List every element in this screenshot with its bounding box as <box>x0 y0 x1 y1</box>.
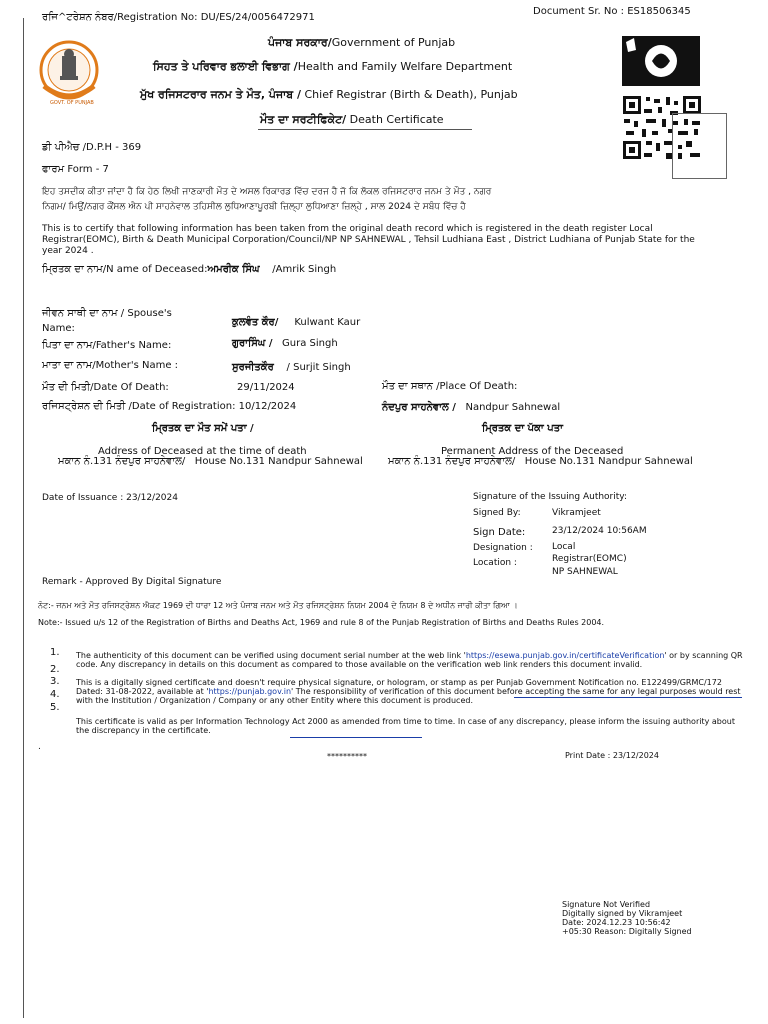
father-name: ਗੁਰਾਸਿੰਘ / Gura Singh <box>232 338 338 349</box>
signature-not-verified: Signature Not Verified <box>562 900 651 909</box>
qr-frame <box>672 113 727 179</box>
intro-english: This is to certify that following information has been taken from the original death record which is registered in the death register Local Registrar(EOMC), Birth & Death Municipal Corporation/Council/NP NP SAHNEWAL , Tehsil Ludhiana East , District Ludhiana of Punjab State for the year 2024 . <box>42 224 695 256</box>
death-address-heading-pa: ਮ੍ਰਿਤਕ ਦਾ ਮੌਤ ਸਮੇਂ ਪਤਾ / <box>152 423 254 434</box>
place-of-death-value: ਨੰਦਪੁਰ ਸਾਹਨੇਵਾਲ / Nandpur Sahnewal <box>382 402 561 413</box>
intro-punjabi-line1: ਇਹ ਤਸਦੀਕ ਕੀਤਾ ਜਾਂਦਾ ਹੈ ਕਿ ਹੇਠ ਲਿਖੀ ਜਾਣਕਾਰੀ ਮੌਤ ਦੇ ਅਸਲ ਰਿਕਾਰਡ ਵਿੱਚ ਦਰਜ ਹੈ ਜੋ ਕਿ ਲੋਕਲ ਰਜਿਸਟਰਾਰ ਜਨਮ ਤੇ ਮੌਤ , ਨਗਰ <box>42 187 492 197</box>
intro-punjabi-line2: ਨਿਗਮ/ ਮਿਉਂ/ਨਗਰ ਕੌਂਸਲ ਐਨ ਪੀ ਸਾਹਨੇਵਾਲ ਤਹਿਸੀਲ ਲੁਧਿਆਣਾਪੂਰਬੀ ਜ਼ਿਲ੍ਹਾ ਲੁਧਿਆਣਾ ਜ਼ਿਲ੍ਹੇ , ਸਾਲ 2024 ਦੇ ਸਬੰਧ ਵਿੱਚ ਹੈ <box>42 202 466 212</box>
form-number: ਫਾਰਮ Form - 7 <box>42 164 109 175</box>
father-label: ਪਿਤਾ ਦਾ ਨਾਮ/Father's Name: <box>42 340 172 351</box>
print-date: Print Date : 23/12/2024 <box>565 751 659 760</box>
perm-address-heading-en: Permanent Address of the Deceased <box>441 446 624 457</box>
signature-reason: +05:30 Reason: Digitally Signed <box>562 927 692 936</box>
esewa-logo-icon <box>622 36 700 86</box>
death-address-heading-en: Address of Deceased at the time of death <box>98 446 307 457</box>
signed-by-value: Vikramjeet <box>552 508 601 518</box>
punjab-gov-link[interactable]: https://punjab.gov.in <box>208 687 292 696</box>
certificate-title: ਮੌਤ ਦਾ ਸਰਟੀਫਿਕੇਟ/ Death Certificate <box>260 113 444 126</box>
signed-by-label: Signed By: <box>473 508 521 518</box>
place-of-death-label: ਮੌਤ ਦਾ ਸਥਾਨ /Place Of Death: <box>382 381 518 392</box>
link-underline <box>514 697 742 698</box>
sign-date-label: Sign Date: <box>473 527 526 538</box>
designation-value: Local Registrar(EOMC) <box>552 542 627 564</box>
point-3-number: 3. <box>50 676 60 687</box>
footer-stars: ********** <box>327 752 367 761</box>
verification-link[interactable]: https://esewa.punjab.gov.in/certificateVerification <box>465 651 665 660</box>
date-of-death-label: ਮੌਤ ਦੀ ਮਿਤੀ/Date Of Death: <box>42 382 169 393</box>
date-of-registration: ਰਜਿਸਟ੍ਰੇਸ਼ਨ ਦੀ ਮਿਤੀ /Date of Registration: 10/12/2024 <box>42 401 297 412</box>
point-1-text: The authenticity of this document can be verified using document serial number at the web link 'https://esewa.punjab.gov.in/certificateVerification' or by scanning QR code. Any discrepancy in details on this document as compared to those available on the verification web link renders this document invalid. <box>76 651 743 669</box>
designation-label: Designation : <box>473 543 533 553</box>
deceased-name-field: ਮ੍ਰਿਤਕ ਦਾ ਨਾਮ/N ame of Deceased:ਅਮਰੀਕ ਸਿੰਘ /Amrik Singh <box>42 264 337 275</box>
perm-address-heading-pa: ਮ੍ਰਿਤਕ ਦਾ ਪੱਕਾ ਪਤਾ <box>482 423 563 434</box>
location-label: Location : <box>473 558 517 568</box>
registrar-title: ਮੁੱਖ ਰਜਿਸਟਰਾਰ ਜਨਮ ਤੇ ਮੌਤ, ਪੰਜਾਬ / Chief Registrar (Birth & Death), Punjab <box>140 88 518 101</box>
location-value: NP SAHNEWAL <box>552 567 618 577</box>
signature-heading: Signature of the Issuing Authority: <box>473 492 627 502</box>
point-3-text: This is a digitally signed certificate and doesn't require physical signature, or hologram, or stamp as per Punjab Government Notification no. E122499/GRMC/172 Dated: 31-08-2022, available at 'https://punjab.gov.in' The responsibility of verification of this document before accepting the same for any legal purposes would rest with the Institution / Organization / Company or any other Entity where this document is produced. <box>76 678 741 705</box>
perm-address-value: ਮਕਾਨ ਨੰ.131 ਨੰਦਪੁਰ ਸਾਹਨੇਵਾਲ/ House No.131 Nandpur Sahnewal <box>388 456 693 467</box>
footer-dot: . <box>38 742 41 752</box>
left-border-line <box>23 18 24 1018</box>
spouse-label: ਜੀਵਨ ਸਾਥੀ ਦਾ ਨਾਮ / Spouse's Name: <box>42 308 172 334</box>
department-title: ਸਿਹਤ ਤੇ ਪਰਿਵਾਰ ਭਲਾਈ ਵਿਭਾਗ /Health and Family Welfare Department <box>153 60 513 73</box>
note-punjabi: ਨੋਟ:- ਜਨਮ ਅਤੇ ਮੌਤ ਰਜਿਸਟ੍ਰੇਸ਼ਨ ਐਕਟ 1969 ਦੀ ਧਾਰਾ 12 ਅਤੇ ਪੰਜਾਬ ਜਨਮ ਅਤੇ ਮੌਤ ਰਜਿਸਟ੍ਰੇਸ਼ਨ ਨਿਯਮ 2004 ਦੇ ਨਿਯਮ 8 ਦੇ ਅਧੀਨ ਜਾਰੀ ਕੀਤਾ ਗਿਆ । <box>38 601 518 610</box>
point-2-number: 2. <box>50 664 60 675</box>
date-of-death-value: 29/11/2024 <box>237 382 295 393</box>
note-english: Note:- Issued u/s 12 of the Registration of Births and Deaths Act, 1969 and rule 8 of the Punjab Registration of Births and Deaths Rules 2004. <box>38 618 605 627</box>
certificate-title-underline <box>258 129 472 130</box>
digitally-signed-by: Digitally signed by Vikramjeet <box>562 909 683 918</box>
punjab-emblem-icon <box>38 36 100 110</box>
government-title: ਪੰਜਾਬ ਸਰਕਾਰ/Government of Punjab <box>268 36 456 49</box>
point-5-text: This certificate is valid as per Information Technology Act 2000 as amended from time to time. In case of any discrepancy, please inform the issuing authority about the discrepancy in the certificate. <box>76 717 735 735</box>
mother-label: ਮਾਤਾ ਦਾ ਨਾਮ/Mother's Name : <box>42 360 179 371</box>
remark: Remark - Approved By Digital Signature <box>42 577 222 587</box>
signature-date: Date: 2024.12.23 10:56:42 <box>562 918 671 927</box>
point-4-number: 4. <box>50 689 60 700</box>
document-serial-number: Document Sr. No : ES18506345 <box>533 6 691 17</box>
sign-date-value: 23/12/2024 10:56AM <box>552 526 647 536</box>
death-address-value: ਮਕਾਨ ਨੰ.131 ਨੰਦਪੁਰ ਸਾਹਨੇਵਾਲ/ House No.131 Nandpur Sahnewal <box>58 456 363 467</box>
point-5-number: 5. <box>50 702 60 713</box>
emblem-text: GOVT. OF PUNJAB <box>50 100 94 106</box>
spouse-name: ਕੁਲਵੰਤ ਕੌਰ/ Kulwant Kaur <box>232 317 361 328</box>
registration-number: ਰਜਿ^ਟਰੇਸ਼ਨ ਨੰਬਰ/Registration No: DU/ES/24/0056472971 <box>42 12 315 23</box>
point-5-underline <box>290 737 422 738</box>
mother-name: ਸੁਰਜੀਤਕੌਰ / Surjit Singh <box>232 362 351 373</box>
digital-signature-block <box>562 900 692 936</box>
date-of-issuance: Date of Issuance : 23/12/2024 <box>42 493 178 503</box>
dph-number: ਡੀ ਪੀਐਚ /D.P.H - 369 <box>42 142 142 153</box>
point-1-number: 1. <box>50 647 60 658</box>
